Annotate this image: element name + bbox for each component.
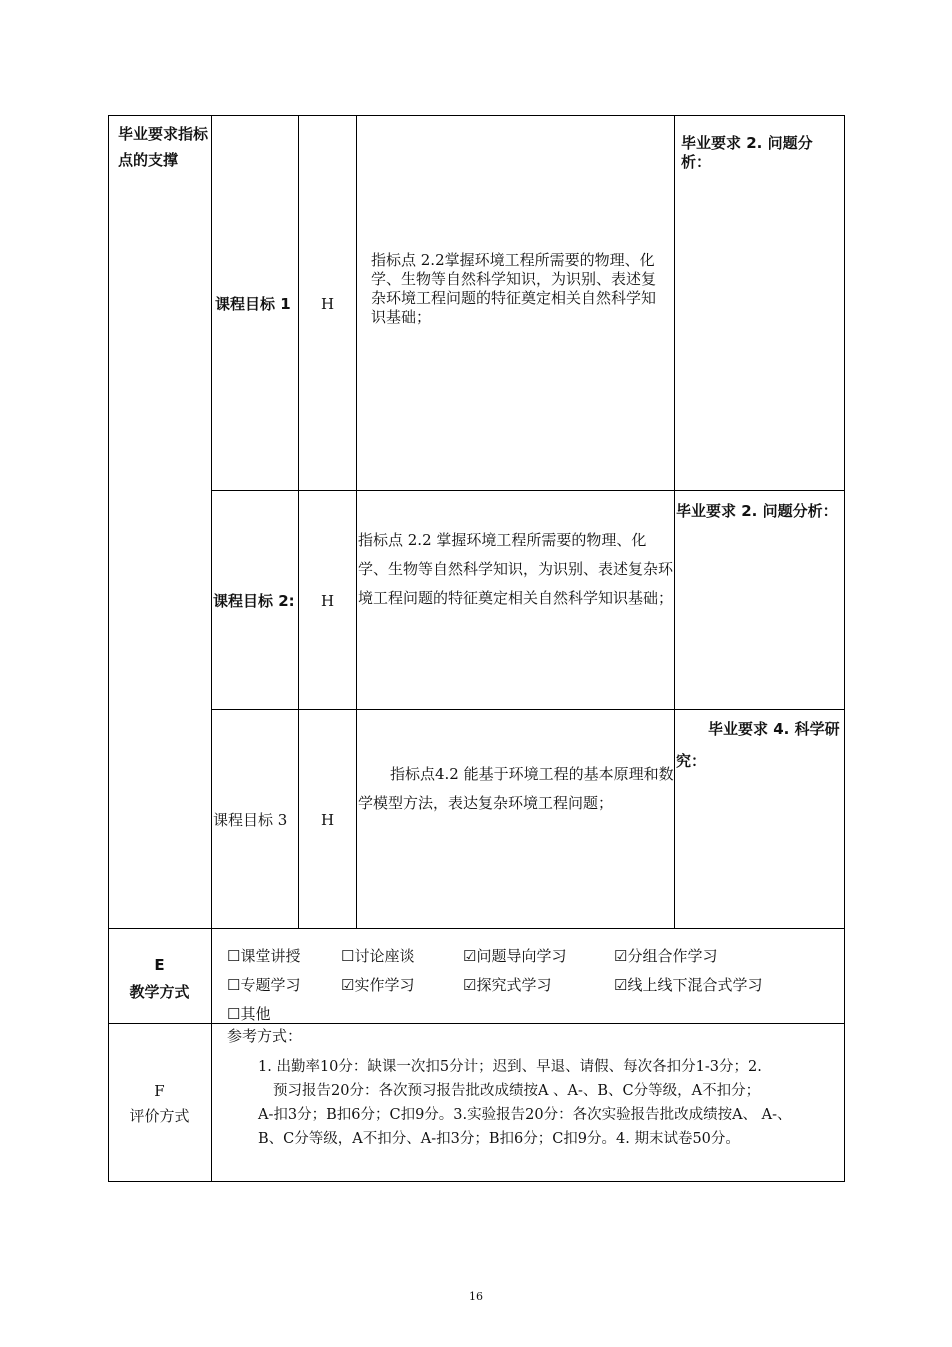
teaching-option-discussion: ☐讨论座谈 (341, 947, 415, 965)
teaching-option-problem-based: ☑问题导向学习 (463, 947, 567, 965)
teaching-option-practice: ☑实作学习 (341, 976, 415, 994)
goal-1-label: 课程目标 1 (215, 295, 291, 313)
evaluation-heading: 参考方式： (227, 1027, 303, 1045)
indicator-column-divider (674, 115, 675, 929)
goal-3-indicator: 指标点4.2 能基于环境工程的基本原理和数学模型方法，表达复杂环境工程问题； (358, 765, 674, 812)
checkbox-unchecked-icon: ☐ (341, 947, 355, 965)
evaluation-line-4: B、C分等级，A不扣分、A-扣3分；B扣6分；C扣9分。4. 期末试卷50分。 (258, 1131, 740, 1147)
teaching-option-inquiry: ☑探究式学习 (463, 976, 552, 994)
goal-1-requirement: 毕业要求 2. 问题分析： (681, 134, 813, 171)
goal-2-requirement: 毕业要求 2. 问题分析： (676, 502, 838, 520)
level-column-divider (356, 115, 357, 929)
checkbox-unchecked-icon: ☐ (227, 1005, 241, 1023)
checkbox-checked-icon: ☑ (614, 947, 628, 965)
checkbox-checked-icon: ☑ (341, 976, 355, 994)
evaluation-code: F (154, 1082, 165, 1100)
goal-2-label: 课程目标 2: (213, 592, 295, 610)
label-column-divider (211, 115, 212, 1182)
teaching-option-group: ☑分组合作学习 (614, 947, 718, 965)
goal-3-label: 课程目标 3 (213, 811, 288, 829)
table-border-right (844, 115, 845, 1182)
checkbox-unchecked-icon: ☐ (227, 976, 241, 994)
evaluation-line-2: 预习报告20分：各次预习报告批改成绩按A 、A-、B、C分等级，A不扣分； (273, 1083, 761, 1099)
checkbox-checked-icon: ☑ (463, 947, 477, 965)
section-divider-e (108, 928, 845, 929)
checkbox-checked-icon: ☑ (614, 976, 628, 994)
table-border-left (108, 115, 109, 1182)
checkbox-unchecked-icon: ☐ (227, 947, 241, 965)
table-border-bottom (108, 1181, 845, 1182)
evaluation-line-3: A-扣3分；B扣6分；C扣9分。3.实验报告20分：各次实验报告批改成绩按A、 A-、 (258, 1107, 792, 1123)
evaluation-label: 评价方式 (129, 1107, 190, 1125)
page-number: 16 (469, 1290, 483, 1303)
teaching-label: 教学方式 (129, 983, 190, 1001)
goal-3-level: H (320, 811, 335, 829)
row-divider-1 (211, 490, 845, 491)
teaching-option-blended: ☑线上线下混合式学习 (614, 976, 763, 994)
section-divider-f (108, 1023, 845, 1024)
goal-2-indicator: 指标点 2.2 掌握环境工程所需要的物理、化学、生物等自然科学知识，为识别、表述复杂环境工程问题的特征奠定相关自然科学知识基础； (358, 531, 674, 607)
teaching-code: E (154, 956, 165, 974)
row-divider-2 (211, 709, 845, 710)
goal-1-level: H (320, 295, 335, 313)
evaluation-line-1: 1. 出勤率10分：缺课一次扣5分计；迟到、早退、请假、每次各扣分1-3分；2. (258, 1059, 762, 1075)
goal-3-requirement: 毕业要求 4. 科学研究： (676, 720, 840, 770)
goal-1-indicator: 指标点 2.2掌握环境工程所需要的物理、化学、生物等自然科学知识，为识别、表述复杂环境工程问题的特征奠定相关自然科学知识基础； (371, 251, 657, 326)
goal-2-level: H (320, 592, 335, 610)
checkbox-checked-icon: ☑ (463, 976, 477, 994)
teaching-option-lecture: ☐课堂讲授 (227, 947, 301, 965)
goal-column-divider (298, 115, 299, 929)
teaching-option-topic: ☐专题学习 (227, 976, 301, 994)
teaching-option-other: ☐其他 (227, 1005, 271, 1023)
support-label: 毕业要求指标点的支撑 (118, 125, 209, 169)
table-border-top (108, 115, 845, 116)
